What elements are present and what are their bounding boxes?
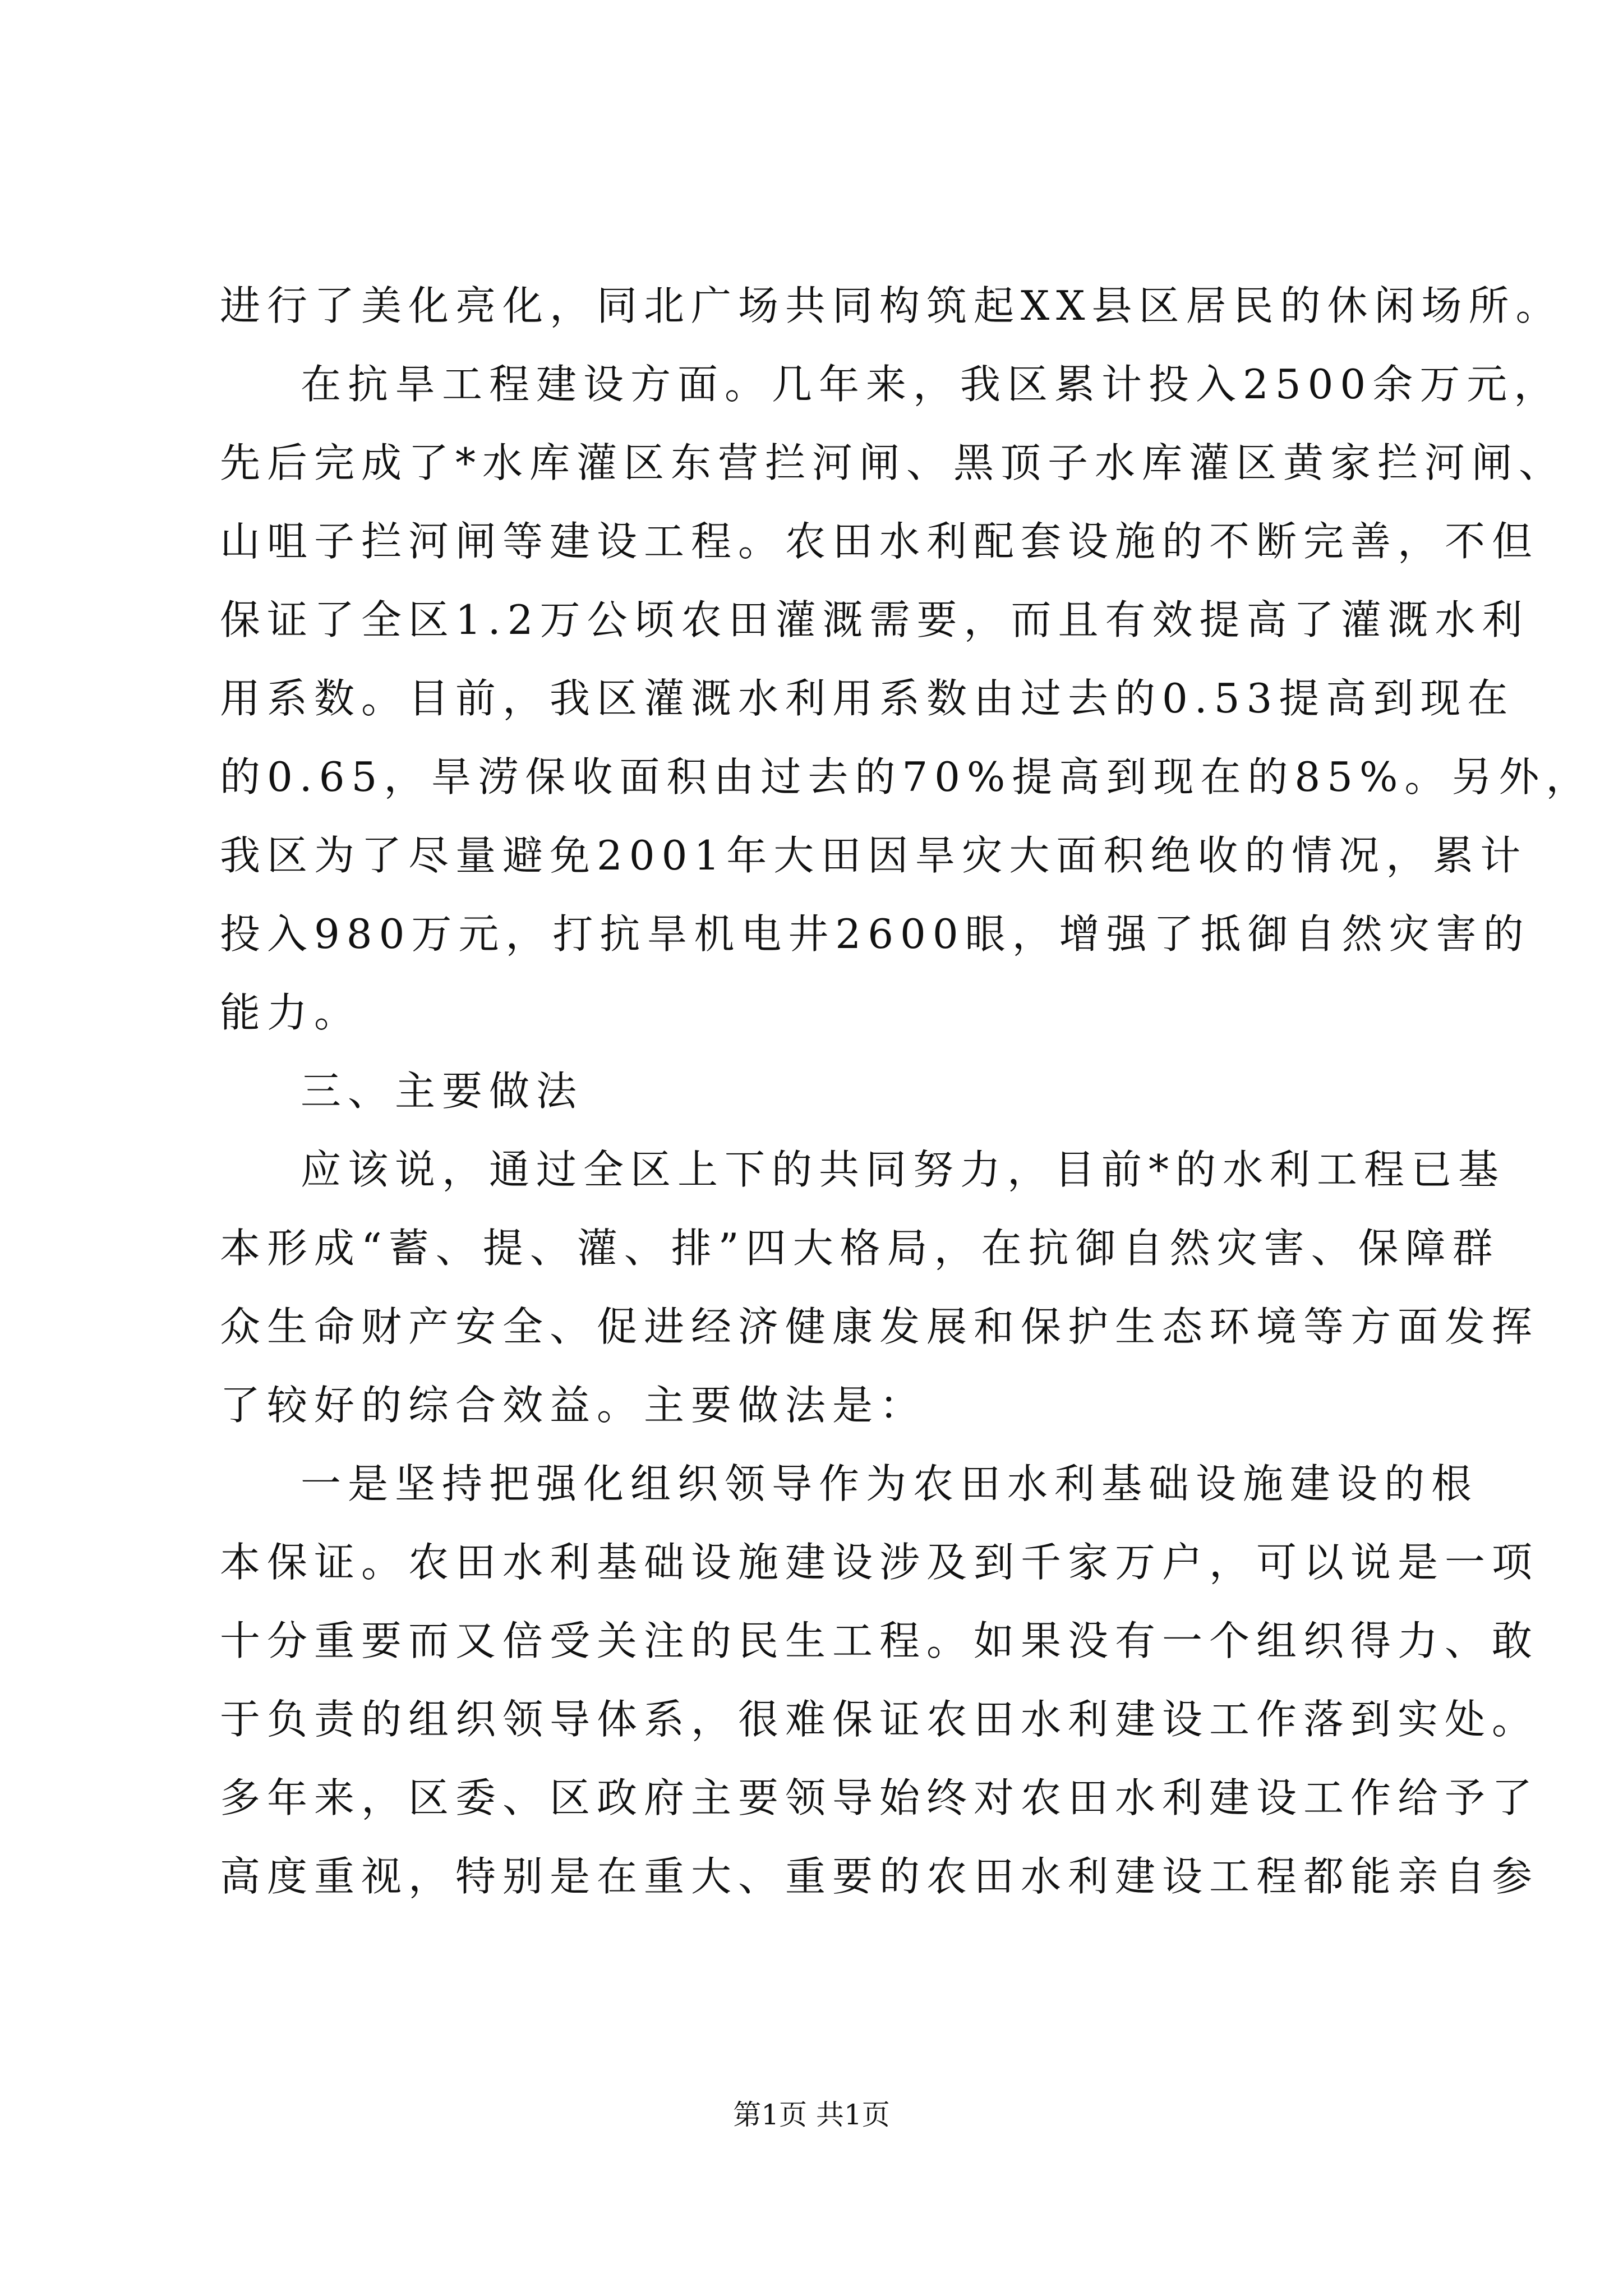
text-line: 于负责的组织领导体系，很难保证农田水利建设工作落到实处。 (220, 1696, 1539, 1743)
text-line: 高度重视，特别是在重大、重要的农田水利建设工程都能亲自参 (220, 1853, 1539, 1900)
text-line: 了较好的综合效益。主要做法是： (220, 1382, 927, 1429)
page-footer: 第1页 共1页 (733, 2099, 890, 2131)
text-line: 进行了美化亮化，同北广场共同构筑起XX县区居民的休闲场所。 (220, 282, 1563, 329)
text-line: 本形成“蓄、提、灌、排”四大格局，在抗御自然灾害、保障群 (220, 1225, 1500, 1272)
text-line: 用系数。目前，我区灌溉水利用系数由过去的0.53提高到现在 (220, 675, 1515, 722)
text-line: 投入980万元，打抗旱机电井2600眼，增强了抵御自然灾害的 (220, 910, 1530, 958)
text-line: 我区为了尽量避免2001年大田因旱灾大面积绝收的情况，累计 (220, 832, 1528, 879)
text-line: 的0.65，旱涝保收面积由过去的70%提高到现在的85%。另外， (220, 753, 1593, 800)
text-line: 能力。 (220, 989, 362, 1036)
section-heading: 三、主要做法 (301, 1068, 584, 1115)
text-line: 十分重要而又倍受关注的民生工程。如果没有一个组织得力、敢 (220, 1617, 1539, 1664)
text-line: 众生命财产安全、促进经济健康发展和保护生态环境等方面发挥 (220, 1303, 1539, 1350)
paragraph-start: 应该说，通过全区上下的共同努力，目前*的水利工程已基 (301, 1146, 1506, 1193)
text-line: 先后完成了*水库灌区东营拦河闸、黑顶子水库灌区黄家拦河闸、 (220, 439, 1566, 486)
paragraph-start: 一是坚持把强化组织领导作为农田水利基础设施建设的根 (301, 1460, 1479, 1507)
text-line: 本保证。农田水利基础设施建设涉及到千家万户，可以说是一项 (220, 1539, 1539, 1586)
text-line: 保证了全区1.2万公顷农田灌溉需要，而且有效提高了灌溉水利 (220, 596, 1529, 643)
paragraph-start: 在抗旱工程建设方面。几年来，我区累计投入2500余万元， (301, 361, 1561, 408)
text-line: 多年来，区委、区政府主要领导始终对农田水利建设工作给予了 (220, 1774, 1539, 1821)
text-line: 山咀子拦河闸等建设工程。农田水利配套设施的不断完善，不但 (220, 518, 1539, 565)
